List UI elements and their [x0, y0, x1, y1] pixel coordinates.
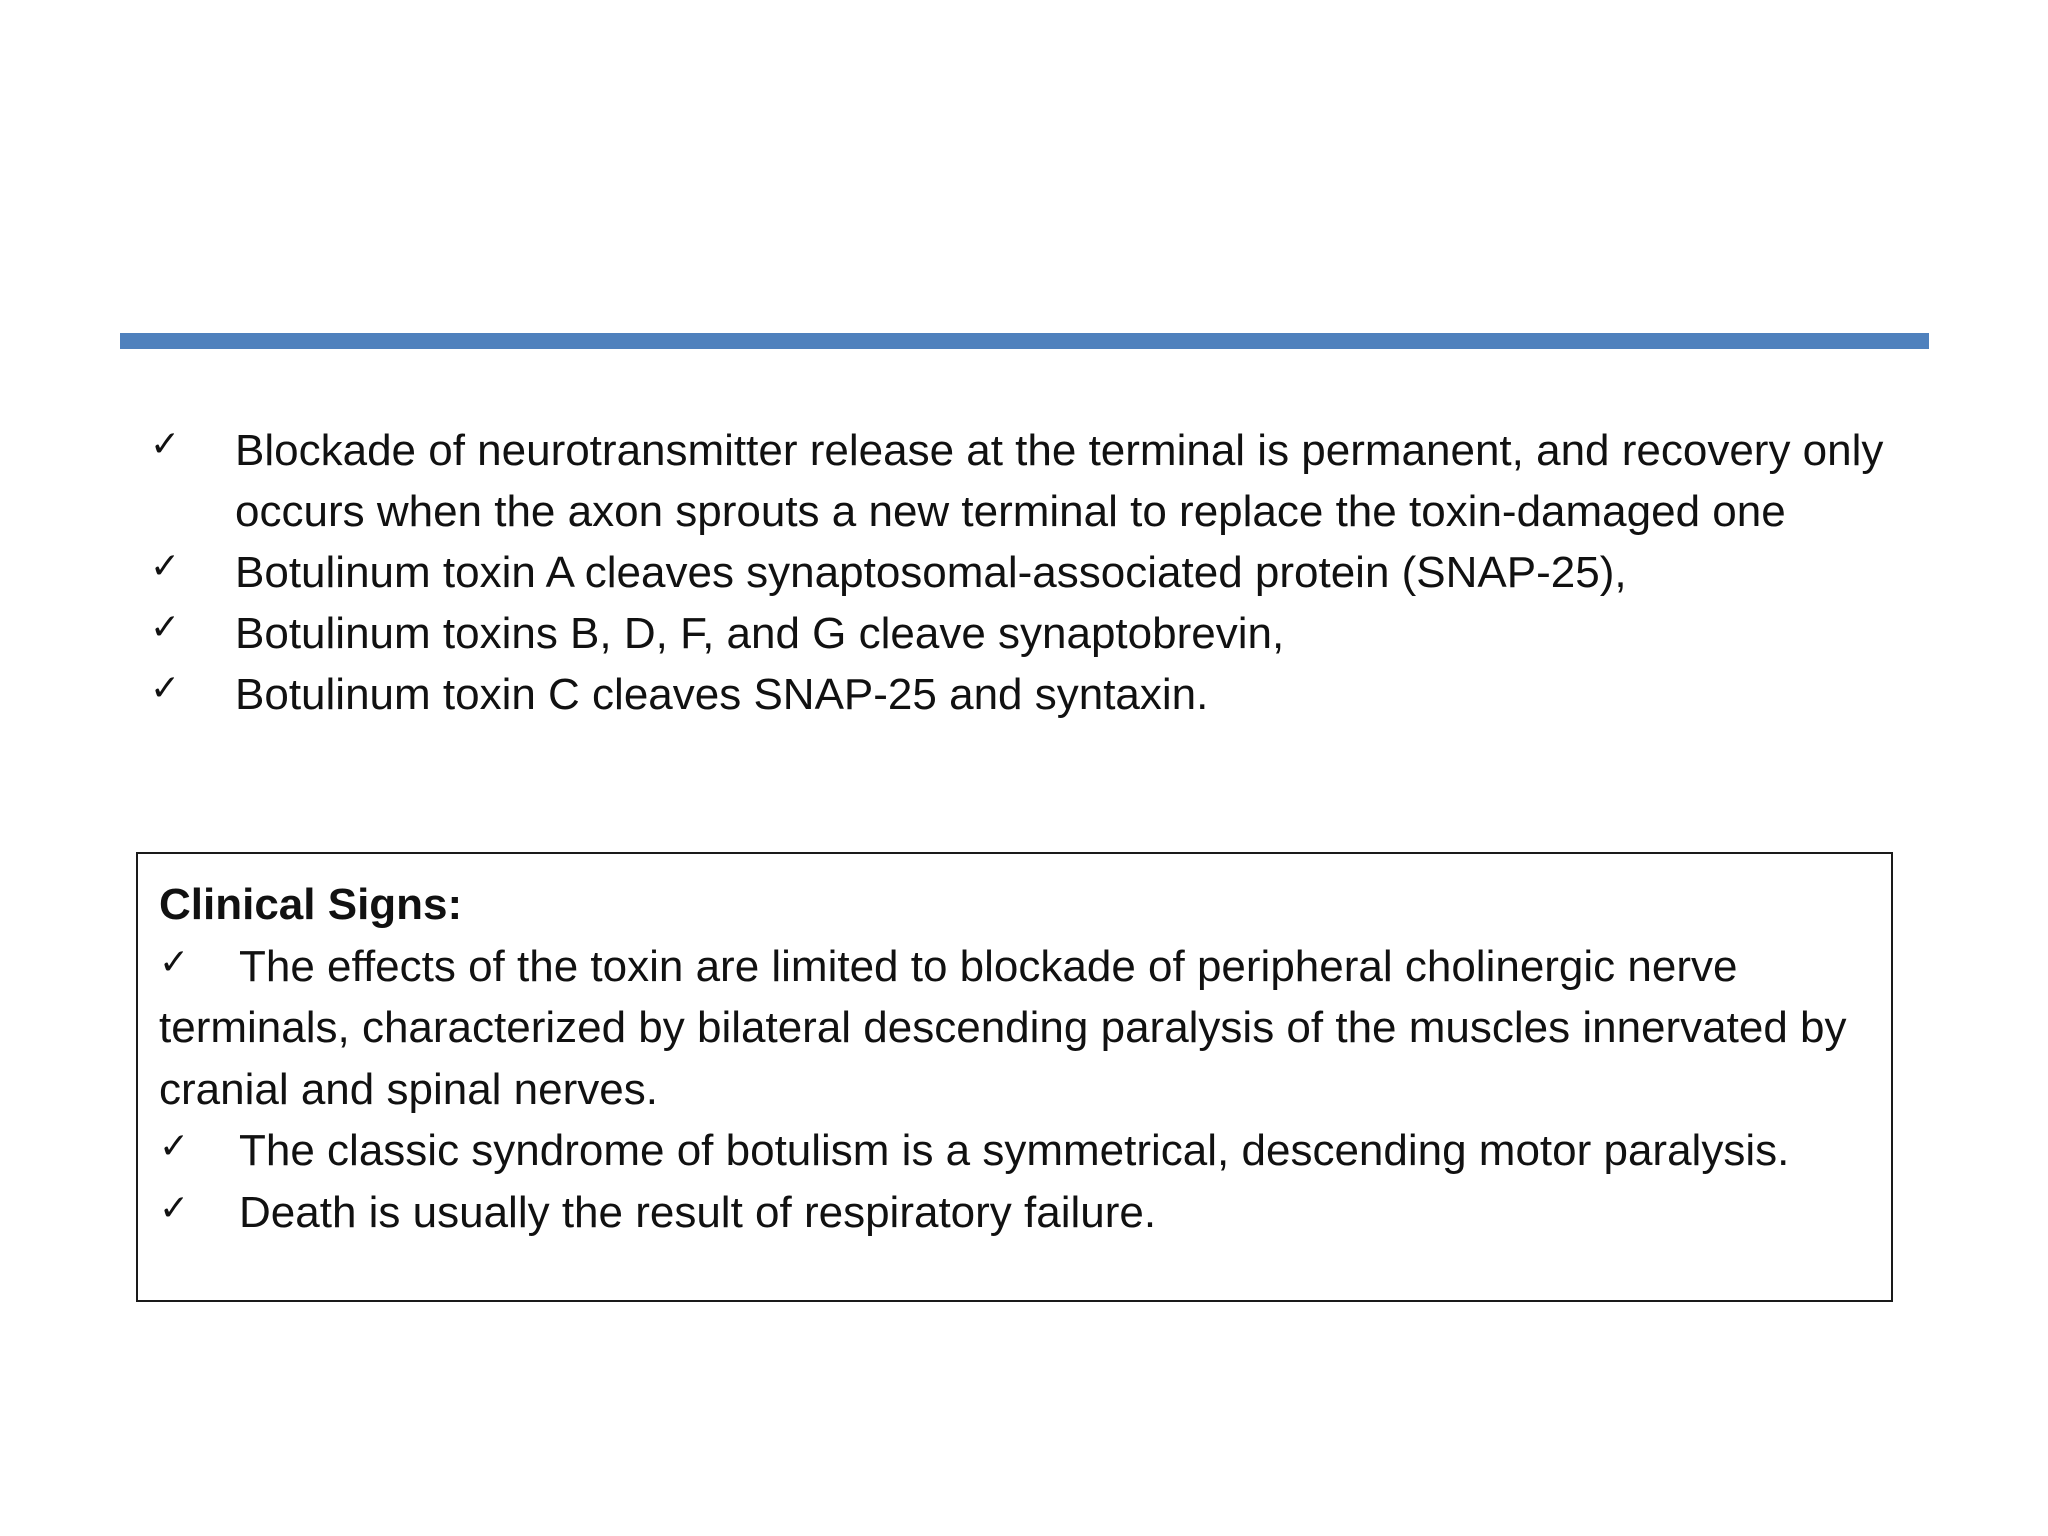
check-mark-icon: ✓ — [159, 941, 190, 983]
bullet-item — [150, 542, 1910, 603]
check-mark-icon: ✓ — [150, 668, 181, 709]
check-mark-icon: ✓ — [159, 1126, 190, 1167]
mechanism-bullet-list — [150, 420, 1910, 725]
bullet-text: Botulinum toxin C cleaves SNAP-25 and syntaxin. — [235, 670, 1209, 719]
check-mark-icon: ✓ — [150, 607, 181, 648]
bullet-item — [150, 420, 1910, 542]
clinical-sign-text: The effects of the toxin are limited to blockade of peripheral cholinergic nerve terminals, characterized by bilateral descending paralysis of the muscles innervated by cranial and spinal nerves. — [159, 941, 1847, 1114]
clinical-sign-item — [159, 1182, 1879, 1244]
title-divider-bar — [120, 333, 1929, 349]
check-mark-icon: ✓ — [159, 1187, 190, 1229]
clinical-sign-item — [159, 936, 1879, 1121]
clinical-sign-text: Death is usually the result of respiratory failure. — [239, 1187, 1157, 1237]
clinical-signs-heading: Clinical Signs: — [159, 880, 463, 929]
check-mark-icon: ✓ — [150, 424, 181, 465]
bullet-text: Blockade of neurotransmitter release at the terminal is permanent, and recovery only occurs when the axon sprouts a new terminal to replace the toxin-damaged one — [235, 426, 1884, 536]
clinical-sign-item — [159, 1120, 1879, 1182]
bullet-text: Botulinum toxin A cleaves synaptosomal-associated protein (SNAP-25), — [235, 548, 1627, 597]
check-mark-icon: ✓ — [150, 546, 181, 587]
bullet-item — [150, 603, 1910, 664]
bullet-item — [150, 664, 1910, 725]
clinical-sign-text: The classic syndrome of botulism is a symmetrical, descending motor paralysis. — [239, 1126, 1790, 1175]
clinical-signs-content — [159, 874, 1879, 1243]
bullet-text: Botulinum toxins B, D, F, and G cleave synaptobrevin, — [235, 609, 1285, 658]
clinical-signs-box — [136, 852, 1893, 1302]
